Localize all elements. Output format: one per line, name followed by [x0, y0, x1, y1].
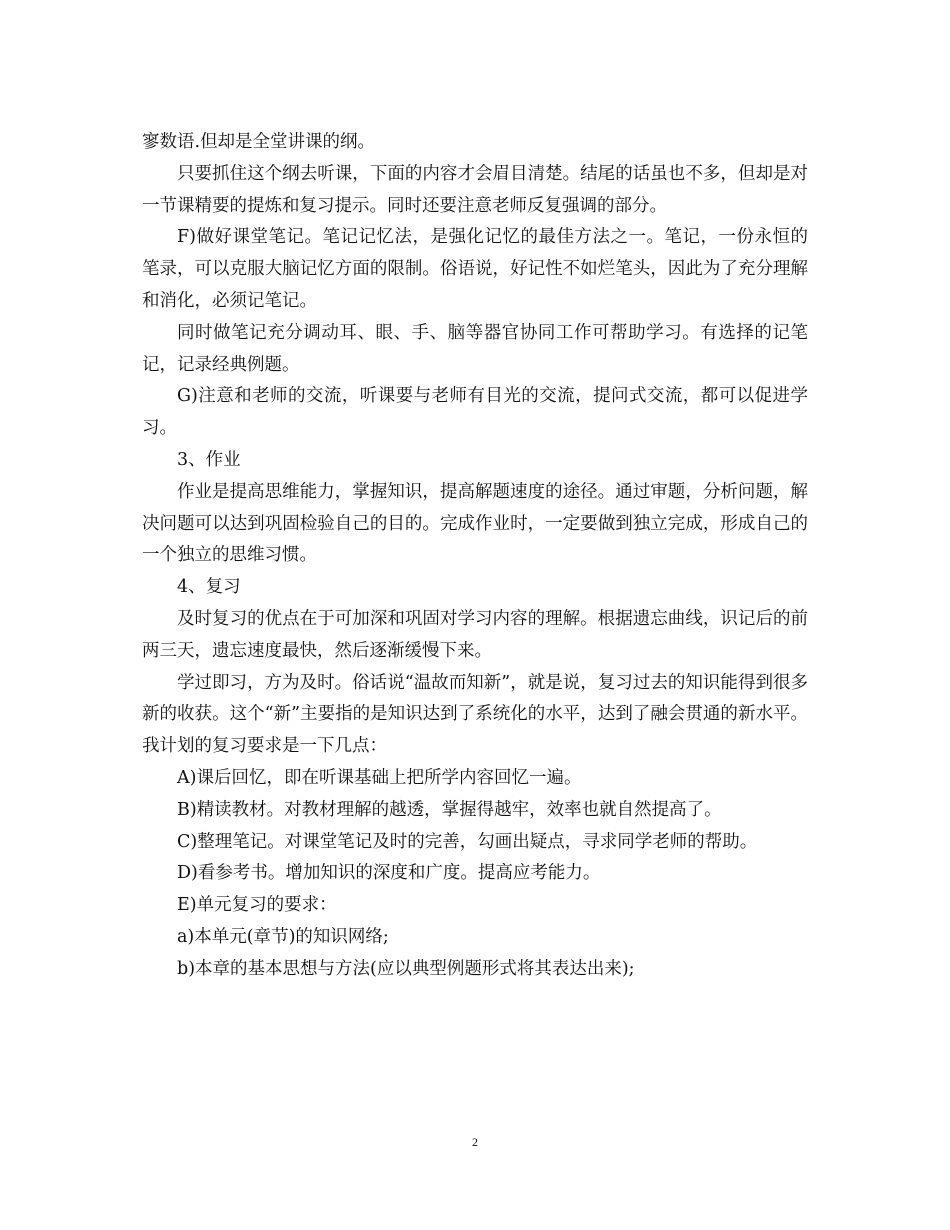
paragraph: 同时做笔记充分调动耳、眼、手、脑等器官协同工作可帮助学习。有选择的记笔记，记录经典例题。 — [142, 322, 808, 375]
paragraph: 及时复习的优点在于可加深和巩固对学习内容的理解。根据遗忘曲线，识记后的前两三天，遗忘速度最快，然后逐渐缓慢下来。 — [142, 608, 808, 661]
paragraph: F)做好课堂笔记。笔记记忆法，是强化记忆的最佳方法之一。笔记，一份永恒的笔录，可以克服大脑记忆方面的限制。俗语说，好记性不如烂笔头，因此为了充分理解和消化，必须记笔记。 — [142, 227, 808, 311]
list-item: A)课后回忆，即在听课基础上把所学内容回忆一遍。 — [177, 767, 582, 788]
paragraph-continuation: 寥数语.但却是全堂讲课的纲。 — [142, 132, 376, 152]
list-item: B)精读教材。对教材理解的越透，掌握得越牢，效率也就自然提高了。 — [177, 799, 722, 820]
section-heading-homework: 3、作业 — [177, 449, 241, 470]
list-item: E)单元复习的要求： — [177, 895, 337, 916]
sub-list-item: b)本章的基本思想与方法(应以典型例题形式将其表达出来); — [177, 958, 635, 979]
page-number: 2 — [472, 1135, 478, 1149]
list-item: C)整理笔记。对课堂笔记及时的完善，勾画出疑点，寻求同学老师的帮助。 — [177, 831, 758, 852]
section-heading-review: 4、复习 — [177, 577, 241, 598]
body-text — [142, 127, 808, 986]
sub-list-item: a)本单元(章节)的知识网络; — [177, 926, 389, 947]
paragraph: 作业是提高思维能力，掌握知识，提高解题速度的途径。通过审题，分析问题，解决问题可以达到巩固检验自己的目的。完成作业时，一定要做到独立完成，形成自己的一个独立的思维习惯。 — [142, 481, 808, 566]
paragraph: 学过即习，方为及时。俗话说“温故而知新”，就是说，复习过去的知识能得到很多新的收获。这个“新”主要指的是知识达到了系统化的水平，达到了融会贯通的新水平。我计划的复习要求是一下几点： — [142, 672, 808, 757]
list-item: D)看参考书。增加知识的深度和广度。提高应考能力。 — [177, 863, 601, 884]
paragraph: 只要抓住这个纲去听课，下面的内容才会眉目清楚。结尾的话虽也不多，但却是对一节课精要的提炼和复习提示。同时还要注意老师反复强调的部分。 — [142, 163, 808, 216]
paragraph: G)注意和老师的交流，听课要与老师有目光的交流，提问式交流，都可以促进学习。 — [142, 386, 808, 439]
